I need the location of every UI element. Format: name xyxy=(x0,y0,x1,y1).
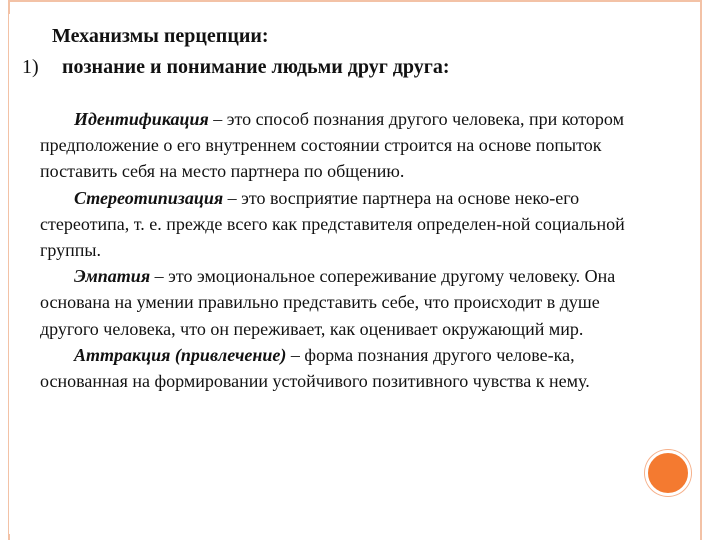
slide-title: Механизмы перцепции: xyxy=(52,25,269,47)
subtitle-text: познание и понимание людьми друг друга: xyxy=(62,56,450,78)
term-attraction: Аттракция (привлечение) xyxy=(74,344,287,365)
term-empathy: Эмпатия xyxy=(74,266,151,287)
subtitle-number: 1) xyxy=(22,56,39,78)
term-stereotyping: Стереотипизация xyxy=(74,187,224,208)
paragraph-identification xyxy=(40,106,640,185)
slide-frame-right-line xyxy=(700,0,702,540)
paragraph-empathy xyxy=(40,263,640,342)
paragraph-attraction xyxy=(40,342,640,394)
paragraph-stereotyping xyxy=(40,185,640,264)
slide-frame-top-line xyxy=(8,0,702,2)
term-identification: Идентификация xyxy=(74,109,209,129)
definition-attraction: – форма познания другого челове-ка, основанная на формировании устойчивого позитивного чувства к нему. xyxy=(40,344,590,392)
orange-circle-decoration xyxy=(645,450,691,496)
definition-stereotyping: – это восприятие партнера на основе неко-его стереотипа, т. е. прежде всего как представителя определен-ной социальной группы. xyxy=(40,187,625,261)
slide-subtitle xyxy=(22,54,450,80)
definition-identification: – это способ познания другого человека, при котором предположение о его внутреннем состоянии строится на основе попыток поставить себя на место партнера по общению. xyxy=(40,109,624,182)
definition-empathy: – это эмоциональное сопереживание другому человеку. Она основана на умении правильно представить себе, что происходит в душе другого человека, что он переживает, как оценивает окружающий мир. xyxy=(40,266,616,339)
slide-body xyxy=(40,106,640,394)
